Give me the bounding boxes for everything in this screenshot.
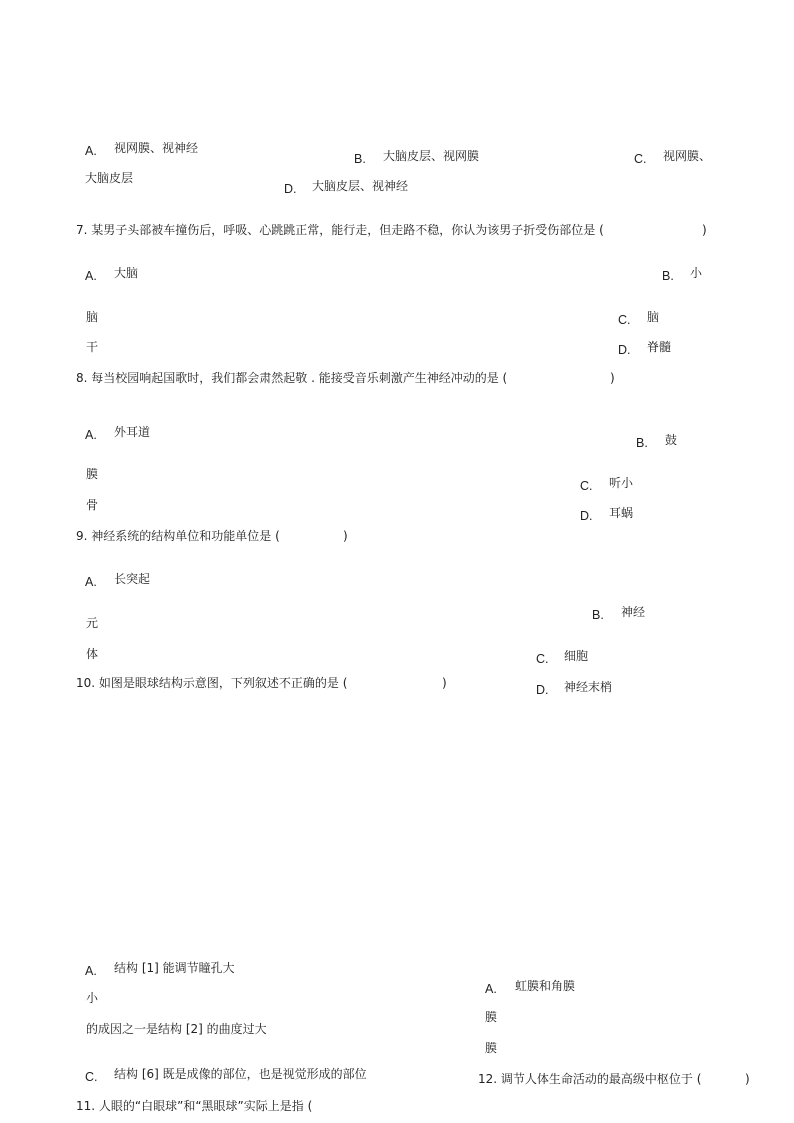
q7-option-b-letter: B. <box>662 269 674 283</box>
q7-option-d-letter: D. <box>618 343 631 357</box>
q8-option-a-text: 外耳道 <box>114 425 151 439</box>
q9-fragment-1: 元 <box>86 616 99 630</box>
q10-stem: 10. 如图是眼球结构示意图，下列叙述不正确的是 ( <box>76 676 348 690</box>
q8-option-b-text: 鼓 <box>665 433 678 447</box>
q9-option-a-text: 长突起 <box>114 572 151 586</box>
q7-stem: 7. 某男子头部被车撞伤后，呼吸、心跳跳正常，能行走，但走路不稳，你认为该男子折受伤部位是 ( <box>76 223 604 237</box>
q9-stem: 9. 神经系统的结构单位和功能单位是 ( <box>76 529 280 543</box>
q7-option-c-text: 脑 <box>647 310 660 324</box>
q6-option-a-letter: A. <box>85 144 97 158</box>
q10-option-a-letter: A. <box>85 964 97 978</box>
q11-fragment-2: 膜 <box>485 1041 498 1055</box>
q11-fragment-1: 膜 <box>485 1010 498 1024</box>
q6-option-c-letter: C. <box>634 152 647 166</box>
q7-fragment-1: 脑 <box>86 310 99 324</box>
q10-close-paren: ) <box>442 676 447 690</box>
q7-option-a-text: 大脑 <box>114 266 139 280</box>
q8-option-c-text: 听小 <box>609 476 634 490</box>
q11-option-a-letter: A. <box>485 982 497 996</box>
q9-option-d-letter: D. <box>536 683 549 697</box>
q10-option-c-text: 结构 [6] 既是成像的部位，也是视觉形成的部位 <box>114 1067 367 1081</box>
q12-stem: 12. 调节人体生命活动的最高级中枢位于 ( <box>478 1072 702 1086</box>
q11-option-a-text: 虹膜和角膜 <box>515 979 576 993</box>
q9-close-paren: ) <box>343 529 348 543</box>
q9-option-b-text: 神经 <box>621 605 646 619</box>
q6-option-d-text: 大脑皮层、视神经 <box>312 179 409 193</box>
q7-option-d-text: 脊髓 <box>647 340 672 354</box>
q6-option-a-text: 视网膜、视神经 <box>114 141 199 155</box>
q7-fragment-2: 干 <box>86 340 99 354</box>
q8-close-paren: ) <box>610 371 615 385</box>
q7-option-c-letter: C. <box>618 313 631 327</box>
q6-option-c-continuation: 大脑皮层 <box>85 171 134 185</box>
q8-option-d-text: 耳蜗 <box>609 506 634 520</box>
q6-option-b-letter: B. <box>354 152 366 166</box>
q7-option-b-text: 小 <box>690 266 703 280</box>
q9-option-a-letter: A. <box>85 575 97 589</box>
q12-close-paren: ) <box>745 1072 750 1086</box>
q8-option-c-letter: C. <box>580 479 593 493</box>
q8-option-d-letter: D. <box>580 509 593 523</box>
q9-option-c-text: 细胞 <box>564 649 589 663</box>
q8-option-b-letter: B. <box>636 436 648 450</box>
q8-stem: 8. 每当校园响起国歌时，我们都会肃然起敬 . 能接受音乐刺激产生神经冲动的是 ( <box>76 371 508 385</box>
q6-option-c-text: 视网膜、 <box>663 149 712 163</box>
q8-option-a-letter: A. <box>85 428 97 442</box>
q11-stem: 11. 人眼的“白眼球”和“黑眼球”实际上是指 ( <box>76 1099 313 1113</box>
q8-fragment-2: 骨 <box>86 498 99 512</box>
q9-fragment-2: 体 <box>86 647 99 661</box>
q10-option-a-continuation-2: 的成因之一是结构 [2] 的曲度过大 <box>86 1022 267 1036</box>
q7-option-a-letter: A. <box>85 269 97 283</box>
q6-option-d-letter: D. <box>284 182 297 196</box>
q7-close-paren: ) <box>702 223 707 237</box>
q10-option-a-text: 结构 [1] 能调节瞳孔大 <box>114 961 235 975</box>
q9-option-d-text: 神经末梢 <box>564 680 613 694</box>
q9-option-b-letter: B. <box>592 608 604 622</box>
q6-option-b-text: 大脑皮层、视网膜 <box>383 149 480 163</box>
q10-option-a-continuation-1: 小 <box>86 991 99 1005</box>
q9-option-c-letter: C. <box>536 652 549 666</box>
q8-fragment-1: 膜 <box>86 467 99 481</box>
q10-option-c-letter: C. <box>85 1070 98 1084</box>
